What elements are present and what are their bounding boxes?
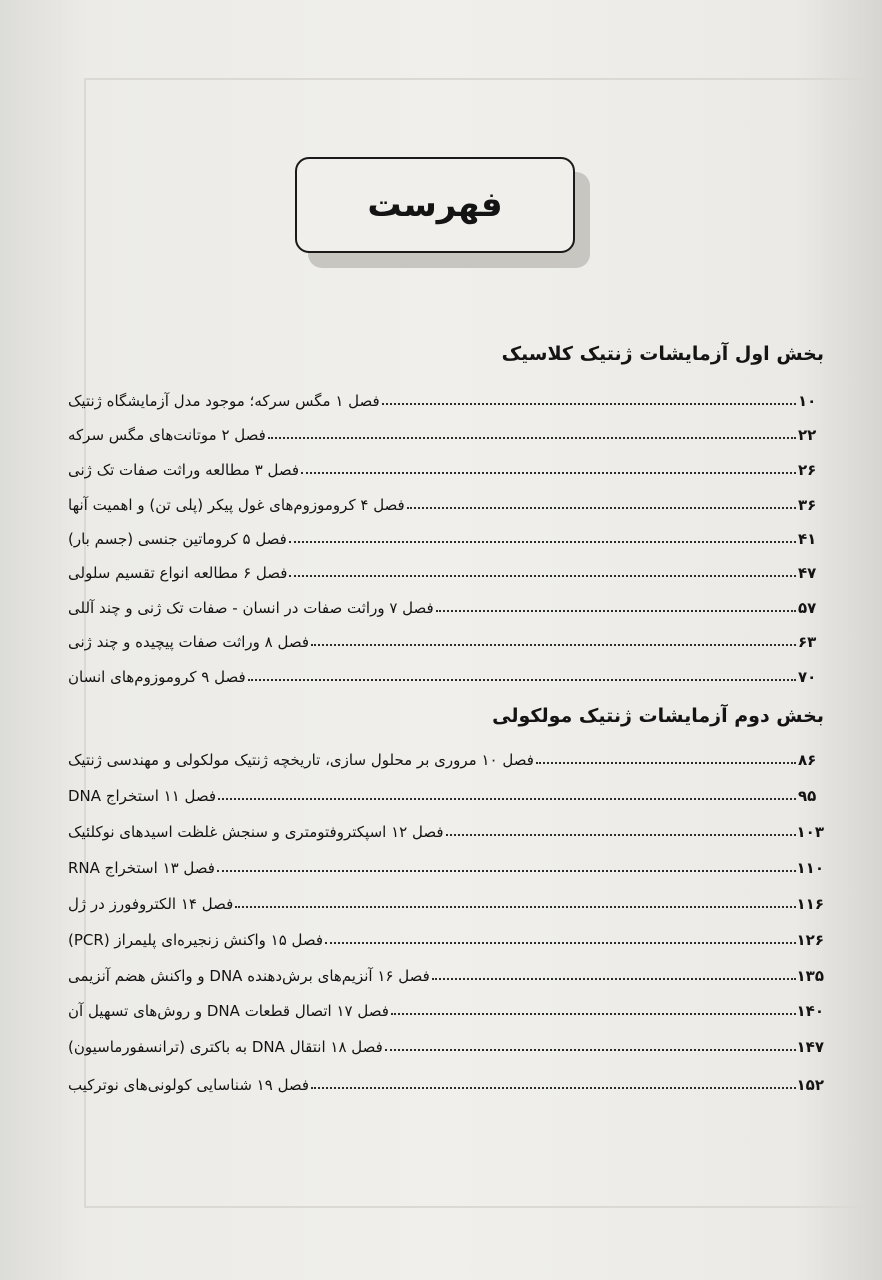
toc-entry[interactable] [64,591,824,617]
toc-title: فهرست [367,185,503,225]
toc-entry-title: فصل ۱۰ مروری بر محلول سازی، تاریخچه ژنتیک مولکولی و مهندسی ژنتیک [68,751,534,769]
toc-entry-page: ۱۲۶ [796,931,824,949]
toc-entry[interactable] [64,556,824,582]
dot-leader [325,942,796,944]
toc-entry[interactable] [64,384,824,410]
toc-entry[interactable] [64,923,824,949]
dot-leader [268,437,796,439]
dot-leader [248,679,796,681]
toc-entry-title: فصل ۵ کروماتین جنسی (جسم بار) [68,530,287,548]
toc-entry[interactable] [64,994,824,1020]
toc-entry-title: فصل ۱۸ انتقال DNA به باکتری (ترانسفورماسیون) [68,1038,383,1056]
toc-entry-page: ۸۶ [798,751,817,769]
dot-leader [217,870,796,872]
toc-title-box [295,157,575,253]
dot-leader [407,507,796,509]
toc-entry-page: ۱۴۷ [796,1038,824,1056]
toc-entry-title: فصل ۲ موتانت‌های مگس سرکه [68,426,266,444]
dot-leader [382,403,796,405]
toc-entry[interactable] [64,887,824,913]
toc-entry-page: ۷۰ [798,668,817,686]
dot-leader [391,1013,796,1015]
toc-entry[interactable] [64,743,824,769]
toc-entry-title: فصل ۸ وراثت صفات پیچیده و چند ژنی [68,633,310,651]
toc-entry-page: ۱۰ [798,392,817,410]
toc-entry-page: ۱۱۶ [796,895,824,913]
dot-leader [311,644,796,646]
toc-entry[interactable] [64,453,824,479]
toc-entry-title: فصل ۱۴ الکتروفورز در ژل [68,895,234,913]
toc-entry[interactable] [64,1030,824,1056]
dot-leader [301,472,796,474]
dot-leader [385,1049,796,1051]
dot-leader [446,834,796,836]
dot-leader [311,1087,796,1089]
toc-entry-page: ۱۳۵ [796,967,824,985]
toc-entry-title: فصل ۱۹ شناسایی کولونی‌های نوترکیب [68,1076,310,1094]
toc-entry-page: ۳۶ [798,496,817,514]
dot-leader [536,762,796,764]
toc-entry[interactable] [64,488,824,514]
toc-entry-title: فصل ۹ کروموزوم‌های انسان [68,668,246,686]
dot-leader [235,906,796,908]
toc-entry[interactable] [64,959,824,985]
toc-entry[interactable] [64,660,824,686]
toc-entry-title: فصل ۳ مطالعه وراثت صفات تک ژنی [68,461,300,479]
toc-entry-title: فصل ۱۲ اسپکتروفتومتری و سنجش غلظت اسیدهای نوکلئیک [68,823,444,841]
toc-entry-page: ۲۶ [798,461,817,479]
toc-entry-title: فصل ۱۳ استخراج RNA [68,859,215,877]
toc-entry-page: ۱۰۳ [796,823,824,841]
dot-leader [218,798,796,800]
dot-leader [289,575,796,577]
toc-entry-title: فصل ۶ مطالعه انواع تقسیم سلولی [68,564,288,582]
toc-entry-title: فصل ۱۷ اتصال قطعات DNA و روش‌های تسهیل آن [68,1002,389,1020]
toc-entry-title: فصل ۱۵ واکنش زنجیره‌ای پلیمراز (PCR) [68,931,324,949]
toc-entry-page: ۹۵ [798,787,817,805]
toc-entry-page: ۱۴۰ [796,1002,824,1020]
toc-entry-page: ۵۷ [798,599,817,617]
toc-entry-page: ۶۳ [798,633,817,651]
toc-entry[interactable] [64,1068,824,1094]
toc-entry[interactable] [64,779,824,805]
toc-entry-title: فصل ۷ وراثت صفات در انسان - صفات تک ژنی و چند آللی [68,599,434,617]
toc-entry-page: ۴۱ [798,530,817,548]
dot-leader [289,541,796,543]
dot-leader [432,978,796,980]
toc-entry[interactable] [64,625,824,651]
toc-entry-page: ۴۷ [798,564,817,582]
toc-entry-page: ۱۱۰ [796,859,824,877]
toc-entry-page: ۱۵۲ [796,1076,824,1094]
toc-entry-title: فصل ۱۶ آنزیم‌های برش‌دهنده DNA و واکنش هضم آنزیمی [68,967,430,985]
section-1-heading: بخش اول آزمایشات ژنتیک کلاسیک [501,343,824,365]
dot-leader [436,610,796,612]
toc-entry-title: فصل ۱۱ استخراج DNA [68,787,217,805]
toc-entry[interactable] [64,815,824,841]
toc-entry[interactable] [64,522,824,548]
toc-entry[interactable] [64,851,824,877]
section-2-heading: بخش دوم آزمایشات ژنتیک مولکولی [492,705,824,727]
toc-entry-title: فصل ۴ کروموزوم‌های غول پیکر (پلی تن) و اهمیت آنها [68,496,405,514]
toc-entry[interactable] [64,418,824,444]
toc-entry-title: فصل ۱ مگس سرکه؛ موجود مدل آزمایشگاه ژنتیک [68,392,380,410]
toc-entry-page: ۲۲ [798,426,817,444]
